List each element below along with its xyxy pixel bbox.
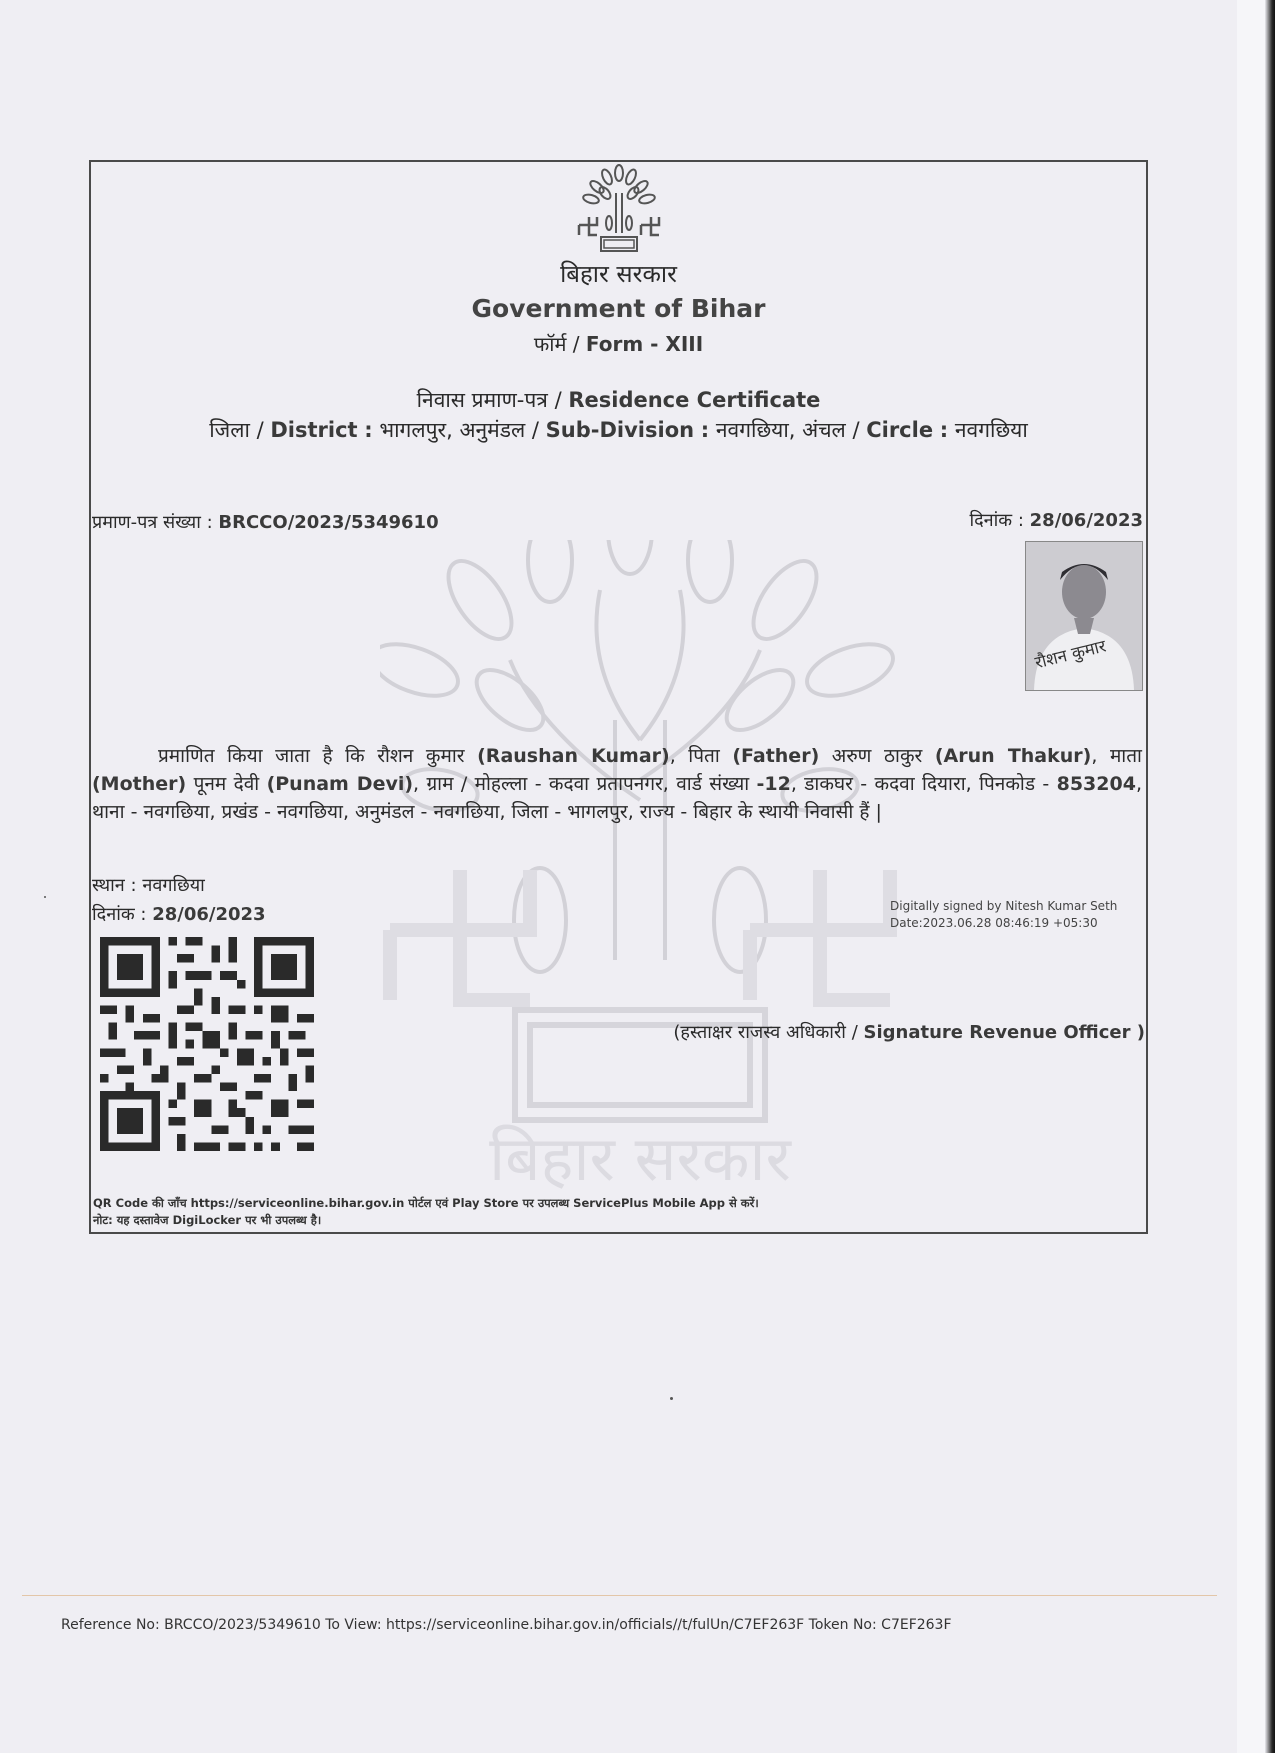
digilocker-note: नोट: यह दस्तावेज DigiLocker पर भी उपलब्ध है। — [93, 1213, 322, 1227]
bihar-emblem-logo — [573, 163, 665, 255]
certificate-number-label: प्रमाण-पत्र संख्या : — [92, 512, 213, 533]
circle-label-hindi: अंचल — [802, 418, 846, 442]
form-number: फॉर्म / Form - XIII — [533, 332, 704, 356]
issue-date-label: दिनांक : — [969, 510, 1024, 531]
scan-speck — [44, 896, 46, 898]
statement-text: प्रमाणित किया जाता है कि रौशन कुमार — [158, 745, 478, 767]
statement-text: , डाकघर - कदवा दियारा, पिनकोड - — [790, 773, 1057, 795]
issue-date — [969, 508, 1143, 532]
certificate-title-english: Residence Certificate — [568, 388, 821, 412]
form-label-english: Form - XIII — [585, 332, 704, 356]
digital-signature-signer: Digitally signed by Nitesh Kumar Seth — [890, 899, 1118, 913]
signature-label-english: Signature Revenue Officer ) — [863, 1022, 1145, 1043]
digital-signature-date: Date:2023.06.28 08:46:19 +05:30 — [890, 916, 1098, 930]
qr-verification-note: QR Code की जाँच https://serviceonline.bihar.gov.in पोर्टल एवं Play Store पर उपलब्ध ServicePlus Mobile App से करें। — [93, 1196, 759, 1210]
form-label-hindi: फॉर्म — [533, 332, 567, 356]
certificate-statement — [92, 742, 1142, 826]
paper-edge — [1237, 0, 1265, 1753]
bihar-emblem-watermark — [380, 540, 900, 1200]
footer-divider — [22, 1595, 1217, 1596]
applicant-name-english: (Raushan Kumar) — [477, 745, 670, 767]
scan-edge-shadow — [1265, 0, 1275, 1753]
subdivision-label-english: Sub-Division — [545, 418, 695, 442]
certificate-number-value: BRCCO/2023/5349610 — [218, 512, 439, 533]
place-label: स्थान : — [92, 875, 137, 896]
watermark-text: बिहार सरकार — [489, 1122, 791, 1195]
signature-label-hindi: (हस्ताक्षर राजस्व अधिकारी / — [673, 1022, 858, 1043]
jurisdiction-line: जिला / District : भागलपुर, अनुमंडल / Sub-Division : नवगछिया, अंचल / Circle : नवगछिया — [209, 418, 1028, 442]
mother-label: (Mother) — [92, 773, 187, 795]
district-label-hindi: जिला — [209, 418, 250, 442]
qr-code[interactable] — [100, 937, 314, 1151]
photo-signature: रौशन कुमार — [1033, 636, 1109, 674]
place-line — [92, 873, 205, 897]
statement-text: , ग्राम / मोहल्ला - कदवा प्रतापनगर, वार्ड संख्या — [413, 773, 757, 795]
subdivision-value: नवगछिया — [715, 418, 789, 442]
digital-signature — [890, 898, 1117, 932]
scan-speck — [670, 1397, 673, 1400]
place-date-label: दिनांक : — [92, 904, 147, 925]
signature-label — [673, 1020, 1145, 1044]
father-name-english: (Arun Thakur) — [934, 745, 1092, 767]
district-value: भागलपुर — [379, 418, 447, 442]
statement-text: अरुण ठाकुर — [819, 745, 935, 767]
reference-line: Reference No: BRCCO/2023/5349610 To View: https://serviceonline.bihar.gov.in/officials//t/fulUn/C7EF263F Token No: C7EF263F — [61, 1617, 952, 1633]
father-label: (Father) — [732, 745, 820, 767]
govt-title-hindi: बिहार सरकार — [560, 260, 677, 288]
circle-label-english: Circle — [866, 418, 934, 442]
applicant-photo — [1025, 541, 1143, 691]
govt-title-english: Government of Bihar — [471, 294, 766, 323]
issue-date-value: 28/06/2023 — [1029, 510, 1143, 531]
place-value: नवगछिया — [142, 875, 205, 896]
statement-text: पूनम देवी — [186, 773, 267, 795]
certificate-number — [92, 510, 439, 534]
circle-value: नवगछिया — [954, 418, 1028, 442]
place-date-line — [92, 902, 266, 926]
statement-text: , माता — [1091, 745, 1142, 767]
district-label-english: District — [270, 418, 358, 442]
certificate-title-hindi: निवास प्रमाण-पत्र — [416, 388, 548, 412]
certificate-title: निवास प्रमाण-पत्र / Residence Certificate — [416, 388, 821, 412]
place-date-value: 28/06/2023 — [152, 904, 266, 925]
mother-name-english: (Punam Devi) — [266, 773, 414, 795]
statement-text: , पिता — [669, 745, 733, 767]
statement-text: , थाना - नवगछिया, प्रखंड - नवगछिया, अनुमंडल - नवगछिया, जिला - भागलपुर, राज्य - बिहार के स्थायी निवासी हैं | — [92, 773, 1142, 823]
pincode: 853204 — [1056, 773, 1136, 795]
subdivision-label-hindi: अनुमंडल — [459, 418, 526, 442]
ward-number: -12 — [756, 773, 791, 795]
